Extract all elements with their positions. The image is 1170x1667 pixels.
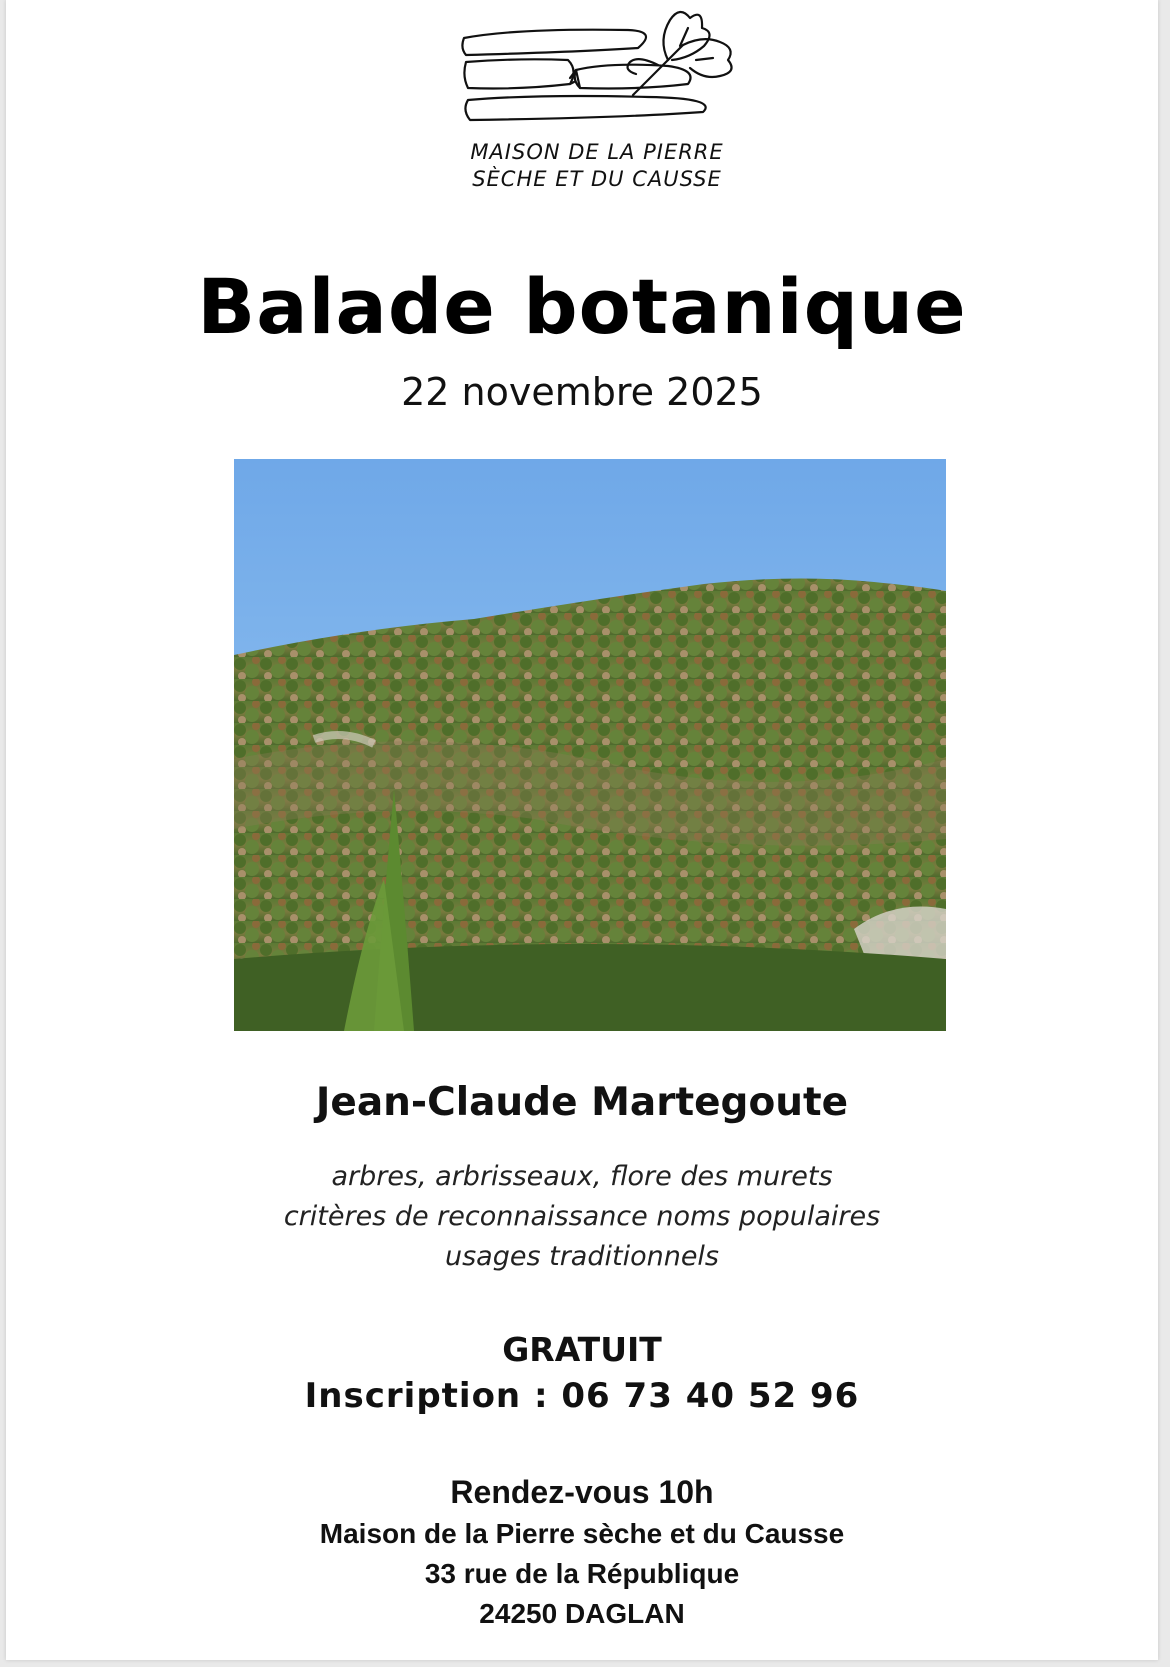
logo-icon bbox=[458, 0, 758, 135]
hillside-photo bbox=[234, 459, 946, 1031]
meeting-place: Maison de la Pierre sèche et du Causse bbox=[319, 1518, 845, 1549]
logo-text-line-1: MAISON DE LA PIERRE bbox=[470, 140, 724, 164]
signup-phone: Inscription : 06 73 40 52 96 bbox=[304, 1376, 860, 1416]
topics-list bbox=[6, 1157, 1158, 1277]
event-date: 22 novembre 2025 bbox=[401, 370, 763, 414]
topic-item: usages traditionnels bbox=[444, 1241, 719, 1272]
poster-page bbox=[6, 0, 1158, 1660]
logo-text-line-2: SÈCHE ET DU CAUSSE bbox=[472, 167, 722, 191]
topic-item: critères de reconnaissance noms populaires bbox=[283, 1201, 881, 1232]
price-label: GRATUIT bbox=[502, 1330, 662, 1369]
event-title: Balade botanique bbox=[197, 262, 967, 351]
topic-item: arbres, arbrisseaux, flore des murets bbox=[331, 1161, 833, 1192]
meeting-street: 33 rue de la République bbox=[424, 1558, 740, 1589]
meeting-city: 24250 DAGLAN bbox=[479, 1598, 685, 1629]
meeting-time: Rendez-vous 10h bbox=[450, 1474, 714, 1510]
meeting-info bbox=[6, 1470, 1158, 1634]
speaker-name: Jean-Claude Martegoute bbox=[315, 1080, 849, 1125]
